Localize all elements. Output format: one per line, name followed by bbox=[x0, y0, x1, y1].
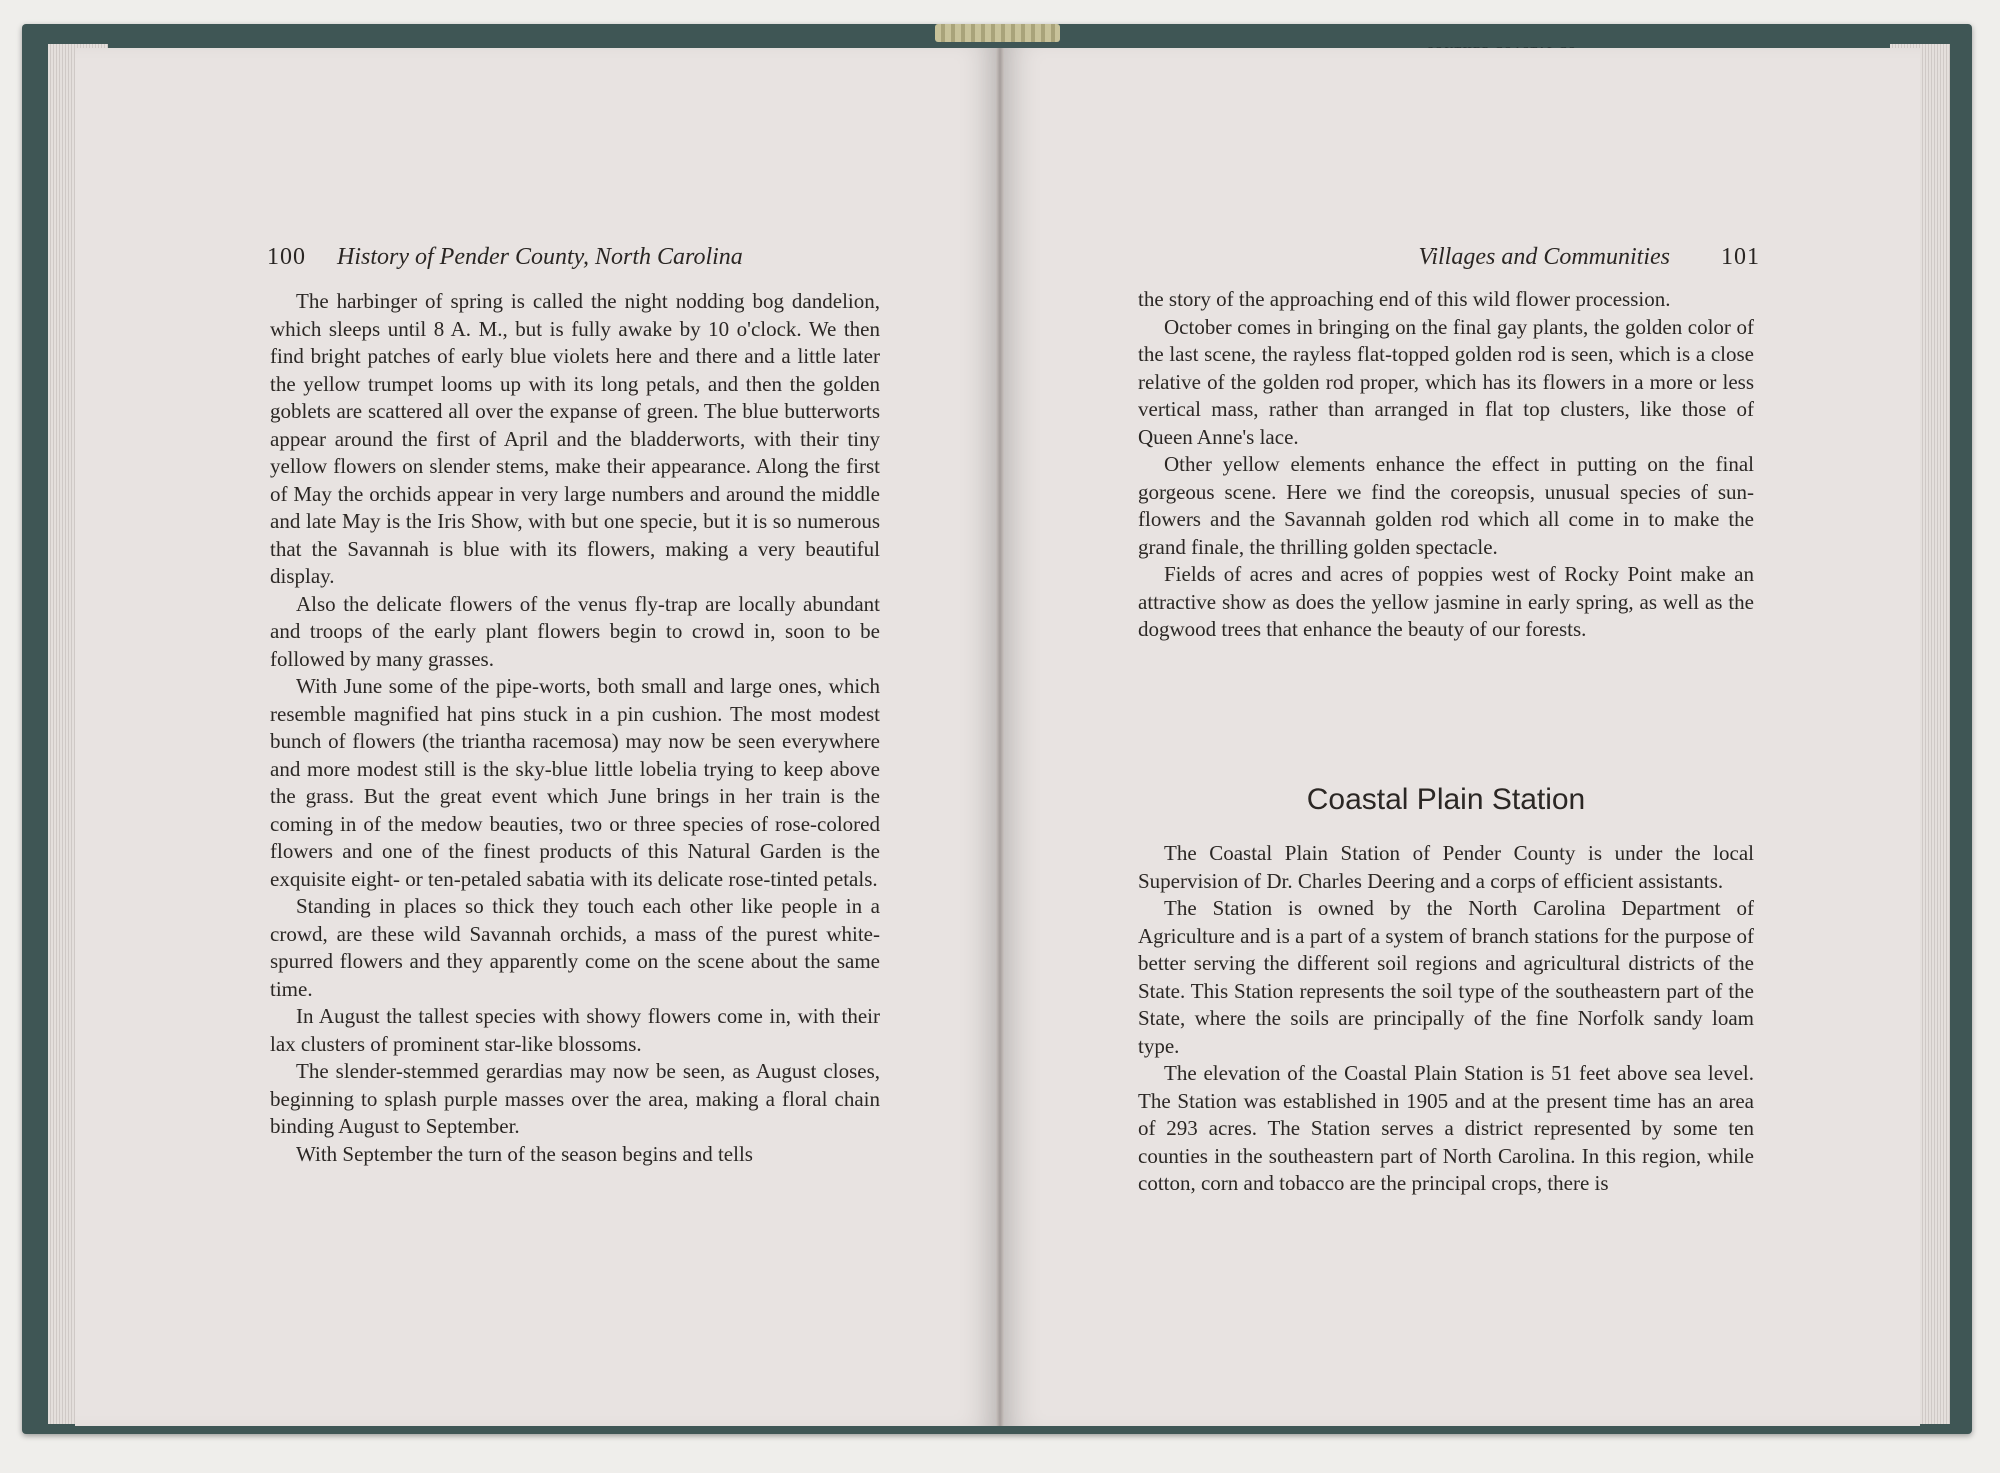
paragraph: In August the tallest species with showy flowers come in, with their lax clusters of prominent star-like blossoms. bbox=[270, 1004, 880, 1056]
left-page-number: 100 bbox=[267, 244, 306, 270]
spine-ribbon bbox=[935, 24, 1060, 42]
paragraph: The slender-stemmed gerardias may now be seen, as August closes, beginning to splash purple masses over the area, making a floral chain binding August to September. bbox=[270, 1059, 880, 1138]
paragraph: Standing in places so thick they touch each other like people in a crowd, are these wild Savannah orchids, a mass of the purest white-spurred flowers and they apparently come on the scene about the same time. bbox=[270, 894, 880, 1001]
book-gutter bbox=[996, 48, 1004, 1426]
paragraph: With September the turn of the season begins and tells bbox=[296, 1141, 753, 1166]
left-running-head bbox=[267, 244, 877, 271]
paragraph: With June some of the pipe-worts, both small and large ones, which resemble magnified hat pins stuck in a pin cushion. The most modest bunch of flowers (the triantha racemosa) may now be seen everywhere and more modest still is the sky-blue little lobelia trying to keep above the grass. But the great event which June brings in her train is the coming in of the medow beauties, two or three species of rose-colored flowers and one of the finest products of this Natural Garden is the exquisite eight- or ten-petaled sabatia with its delicate rose-tinted petals. bbox=[270, 674, 880, 891]
paragraph: The elevation of the Coastal Plain Station is 51 feet above sea level. The Station was established in 1905 and at the present time has an area of 293 acres. The Station serves a district represented by some ten counties in the southeastern part of North Carolina. In this region, while cotton, corn and tobacco are the principal crops, there is bbox=[1138, 1061, 1754, 1195]
paragraph: Also the delicate flowers of the venus fly-trap are locally abundant and troops of the early plant flowers begin to crowd in, soon to be followed by many grasses. bbox=[270, 591, 880, 671]
right-body-text-upper bbox=[1138, 286, 1754, 644]
left-body-text bbox=[270, 288, 880, 1168]
right-body-text-lower bbox=[1138, 840, 1754, 1198]
right-page-number: 101 bbox=[1721, 244, 1760, 270]
paragraph: Fields of acres and acres of poppies west of Rocky Point make an attractive show as does the yellow jasmine in early spring, as well as the dogwood trees that enhance the beauty of our forests. bbox=[1138, 562, 1754, 641]
left-page bbox=[75, 48, 1000, 1426]
right-running-head bbox=[1140, 244, 1760, 271]
right-running-title: Villages and Communities bbox=[1418, 244, 1670, 270]
section-heading: Coastal Plain Station bbox=[1306, 783, 1586, 816]
left-running-title: History of Pender County, North Carolina bbox=[337, 244, 743, 270]
paragraph: The harbinger of spring is called the night nodding bog dandelion, which sleeps until 8 A. M., but is fully awake by 10 o'clock. We then find bright patches of early blue violets here and there and a little later the yellow trumpet looms up with its long petals, and then the golden goblets are scattered all over the expanse of green. The blue butterworts appear around the first of April and the bladderworts, with their tiny yellow flowers on slender stems, make their appearance. Along the first of May the orchids appear in very large numbers and around the middle and late May is the Iris Show, with but one specie, but it is so numerous that the Savannah is blue with its flowers, making a very beautiful display. bbox=[270, 289, 880, 588]
right-page bbox=[1000, 48, 1920, 1426]
paragraph: October comes in bringing on the final gay plants, the golden color of the last scene, the rayless flat-topped golden rod is seen, which is a close relative of the golden rod proper, which has its flowers in a more or less vertical mass, rather than arranged in flat top clusters, like those of Queen Anne's lace. bbox=[1138, 314, 1754, 449]
paragraph: Other yellow elements enhance the effect in putting on the final gorgeous scene. Here we find the coreopsis, unusual species of sun-flowers and the Savannah golden rod which all come in to make the grand finale, the thrilling golden spectacle. bbox=[1138, 452, 1754, 559]
paragraph: the story of the approaching end of this wild flower procession. bbox=[1138, 287, 1671, 311]
paragraph: The Station is owned by the North Carolina Department of Agriculture and is a part of a system of branch stations for the purpose of better serving the different soil regions and agricultural districts of the State. This Station represents the soil type of the southeastern part of the State, where the soils are principally of the fine Norfolk sandy loam type. bbox=[1138, 896, 1754, 1058]
paragraph: The Coastal Plain Station of Pender County is under the local Supervision of Dr. Charles Deering and a corps of efficient assistants. bbox=[1138, 841, 1754, 893]
